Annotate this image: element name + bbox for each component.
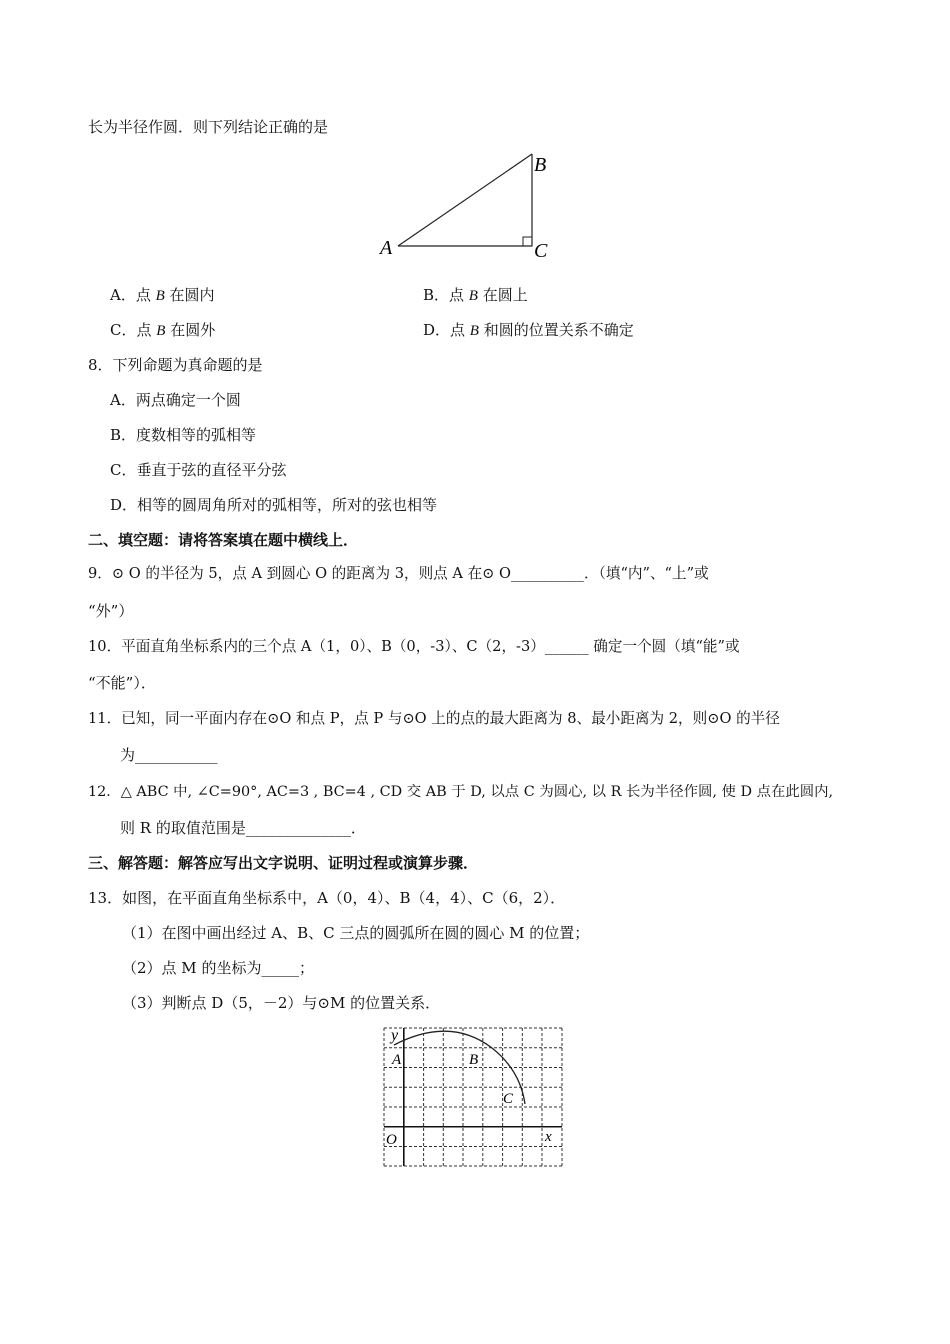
q13-stem: 13．如图，在平面直角坐标系中，A（0，4）、B（4，4）、C（6，2）． [88, 889, 566, 907]
triangle-figure [370, 145, 570, 265]
q7-option-d: D．点 B 和圆的位置关系不确定 [423, 321, 634, 339]
q13-sub-3: （3）判断点 D（5，－2）与⊙M 的位置关系． [122, 994, 441, 1012]
q11-line-2: 为___________ [120, 746, 218, 764]
q8-option-a: A．两点确定一个圆 [110, 391, 241, 409]
hypotenuse-ab [398, 154, 532, 246]
q8-option-b: B．度数相等的弧相等 [110, 426, 257, 444]
q13-sub-2: （2）点 M 的坐标为_____； [122, 959, 314, 977]
label-y-axis: y [391, 1027, 399, 1044]
q8-option-d: D．相等的圆周角所对的弧相等，所对的弦也相等 [110, 496, 438, 514]
q12-line-2: 则 R 的取值范围是______________． [120, 819, 366, 837]
label-origin: O [386, 1132, 397, 1148]
q8-stem: 8．下列命题为真命题的是 [88, 356, 263, 374]
label-a: A [380, 237, 393, 259]
section-2-heading: 二、填空题：请将答案填在题中横线上． [88, 531, 359, 549]
q11-line-1: 11．已知，同一平面内存在⊙O 和点 P，点 P 与⊙O 上的点的最大距离为 8、最小距离为 2，则⊙O 的半径 [88, 710, 780, 727]
label-b: B [534, 154, 547, 176]
right-angle-mark [523, 237, 532, 246]
q10-line-1: 10．平面直角坐标系内的三个点 A（1，0）、B（0，-3）、C（2，-3）______ 确定一个圆（填“能”或 [88, 638, 740, 655]
q10-line-2: “不能”）． [88, 674, 156, 692]
label-x-axis: x [545, 1129, 552, 1145]
label-point-c: C [503, 1091, 514, 1107]
q7-option-b: B．点 B 在圆上 [423, 286, 528, 304]
question-7-stem-tail: 长为半径作圆．则下列结论正确的是 [88, 118, 329, 136]
label-point-a: A [392, 1052, 402, 1068]
q7-option-a: A．点 B 在圆内 [110, 286, 215, 304]
q9-line-2: “外”） [88, 602, 134, 620]
q7-option-c: C．点 B 在圆外 [110, 321, 216, 339]
q12-line-1: 12．△ ABC 中, ∠C=90°, AC=3 , BC=4 , CD 交 AB 于 D, 以点 C 为圆心, 以 R 长为半径作圆, 使 D 点在此圆内, [88, 784, 834, 800]
label-c: C [534, 240, 548, 262]
section-3-heading: 三、解答题：解答应写出文字说明、证明过程或演算步骤． [88, 854, 479, 872]
label-point-b: B [469, 1052, 479, 1068]
q9-line-1: 9．⊙ O 的半径为 5，点 A 到圆心 O 的距离为 3，则点 A 在⊙ O__________．（填“内”、“上”或 [88, 565, 709, 582]
coordinate-grid-figure [380, 1024, 566, 1172]
q13-sub-1: （1）在图中画出经过 A、B、C 三点的圆弧所在圆的圆心 M 的位置； [122, 924, 590, 942]
q8-option-c: C．垂直于弦的直径平分弦 [110, 461, 287, 479]
dashed-grid [384, 1028, 562, 1166]
